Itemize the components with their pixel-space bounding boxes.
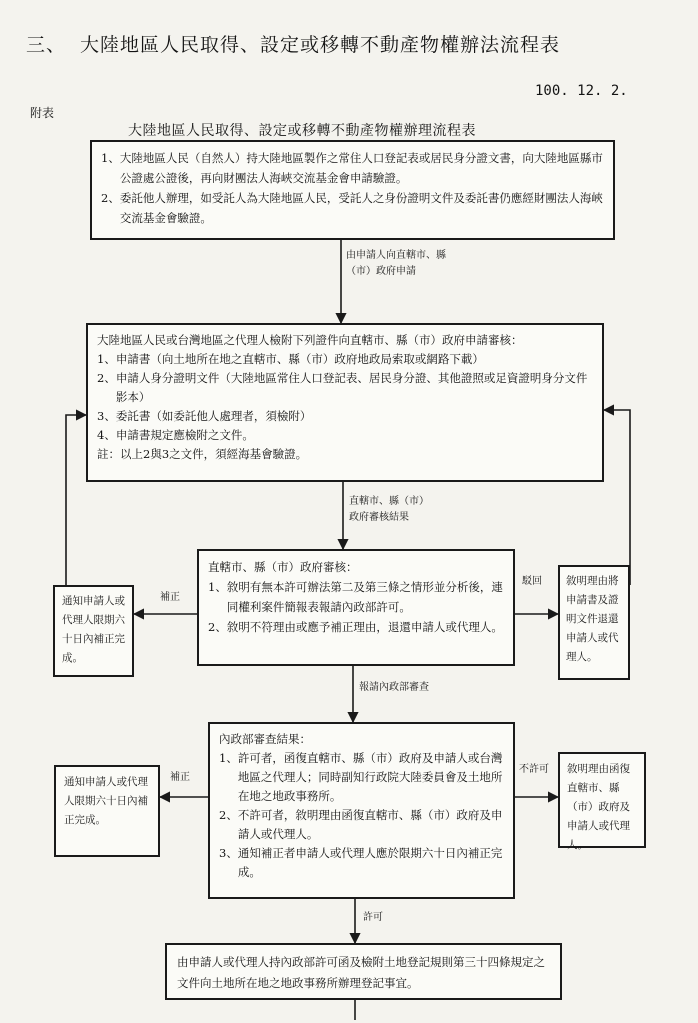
arrow2-label: 直轄市、縣（市）政府審核結果 — [349, 496, 429, 523]
item-text: 敘明不符理由或應予補正理由，退還申請人或代理人。 — [226, 620, 503, 634]
step2-item-4 — [97, 426, 593, 445]
item-number: 2、 — [101, 191, 120, 205]
item-text: 大陸地區人民（自然人）持大陸地區製作之常住人口登記表或居民身分證文書，向大陸地區縣市公證處公證後，再向財團法人海峽交流基金會申請驗證。 — [119, 151, 603, 185]
step2-note: 註：以上2與3之文件，須經海基會驗證。 — [97, 447, 308, 461]
flowchart-title: 大陸地區人民取得、設定或移轉不動產物權辦理流程表 — [128, 123, 476, 139]
left-correction-label-2: 補正 — [170, 772, 190, 783]
step4-item-1 — [219, 749, 504, 806]
step2-box — [86, 323, 604, 482]
item-text: 申請人身分證明文件（大陸地區常住人口登記表、居民身分證、其他證照或足資證明身分文件影本） — [115, 371, 588, 404]
item-number: 4、 — [97, 428, 116, 442]
step2-item-3 — [97, 407, 593, 426]
step3-item-1 — [208, 577, 504, 617]
item-number: 1、 — [97, 352, 116, 366]
item-text: 許可者，函復直轄市、縣（市）政府及申請人或台灣地區之代理人；同時副知行政院大陸委員會及土地所在地之地政事務所。 — [237, 751, 503, 803]
right-reject-label: 駁回 — [522, 576, 542, 587]
item-number: 3、 — [97, 409, 116, 423]
item-text: 申請書（向土地所在地之直轄市、縣（市）政府地政局索取或網路下載） — [115, 352, 484, 366]
section-title: 大陸地區人民取得、設定或移轉不動產物權辦法流程表 — [80, 34, 561, 56]
item-text: 敘明有無本許可辦法第二及第三條之情形並分析後，連同權利案件簡報表報請內政部許可。 — [226, 580, 503, 614]
step5-box: 由申請人或代理人持內政部許可函及檢附土地登記規則第三十四條規定之文件向土地所在地之地政事務所辦理登記事宜。 — [165, 943, 562, 1000]
right-denial-label: 不許可 — [519, 764, 549, 775]
right-denial-box: 敘明理由函復直轄市、縣（市）政府及申請人或代理人。 — [558, 752, 646, 848]
step3-box — [197, 549, 515, 666]
item-text: 委託他人辦理，如受託人為大陸地區人民，受託人之身份證明文件及委託書仍應經財團法人海峽交流基金會驗證。 — [119, 191, 603, 225]
arrow-right1-to-step2 — [604, 410, 630, 585]
item-text: 通知補正者申請人或代理人應於限期六十日內補正完成。 — [237, 846, 503, 879]
item-number: 1、 — [219, 751, 238, 765]
item-number: 2、 — [219, 808, 238, 822]
arrow-left1-to-step2 — [66, 415, 86, 585]
left-correction-label-1: 補正 — [160, 592, 180, 603]
item-number: 3、 — [219, 846, 238, 860]
step2-intro: 大陸地區人民或台灣地區之代理人檢附下列證件向直轄市、縣（市）政府申請審核： — [97, 333, 523, 347]
step4-intro: 內政部審查結果： — [219, 732, 311, 746]
left-correction-box-1: 通知申請人或代理人限期六十日內補正完成。 — [53, 585, 134, 677]
appendix-label: 附表 — [30, 106, 55, 120]
step1-item-1 — [101, 148, 604, 188]
section-number: 三、 — [26, 34, 67, 56]
arrow4-label: 許可 — [363, 912, 383, 923]
item-number: 1、 — [101, 151, 120, 165]
step2-item-2 — [97, 369, 593, 407]
step4-box — [208, 722, 515, 899]
right-reject-box: 敘明理由將申請書及證明文件退還申請人或代理人。 — [558, 565, 630, 680]
step2-item-1 — [97, 350, 593, 369]
step4-item-2 — [219, 806, 504, 844]
item-number: 2、 — [97, 371, 116, 385]
item-number: 2、 — [208, 620, 227, 634]
arrow1-label: 由申請人向直轄市、縣（市）政府申請 — [346, 250, 446, 277]
arrow3-label: 報請內政部審查 — [359, 682, 429, 693]
item-number: 1、 — [208, 580, 227, 594]
step3-item-2 — [208, 617, 504, 637]
step4-item-3 — [219, 844, 504, 882]
item-text: 不許可者，敘明理由函復直轄市、縣（市）政府及申請人或代理人。 — [237, 808, 503, 841]
date-stamp: 100. 12. 2. — [535, 83, 628, 99]
item-text: 委託書（如委託他人處理者，須檢附） — [115, 409, 312, 423]
left-correction-box-2: 通知申請人或代理人限期六十日內補正完成。 — [54, 765, 160, 857]
step1-box — [90, 140, 615, 240]
step1-item-2 — [101, 188, 604, 228]
step3-intro: 直轄市、縣（市）政府審核： — [208, 560, 358, 574]
item-text: 申請書規定應檢附之文件。 — [115, 428, 254, 442]
